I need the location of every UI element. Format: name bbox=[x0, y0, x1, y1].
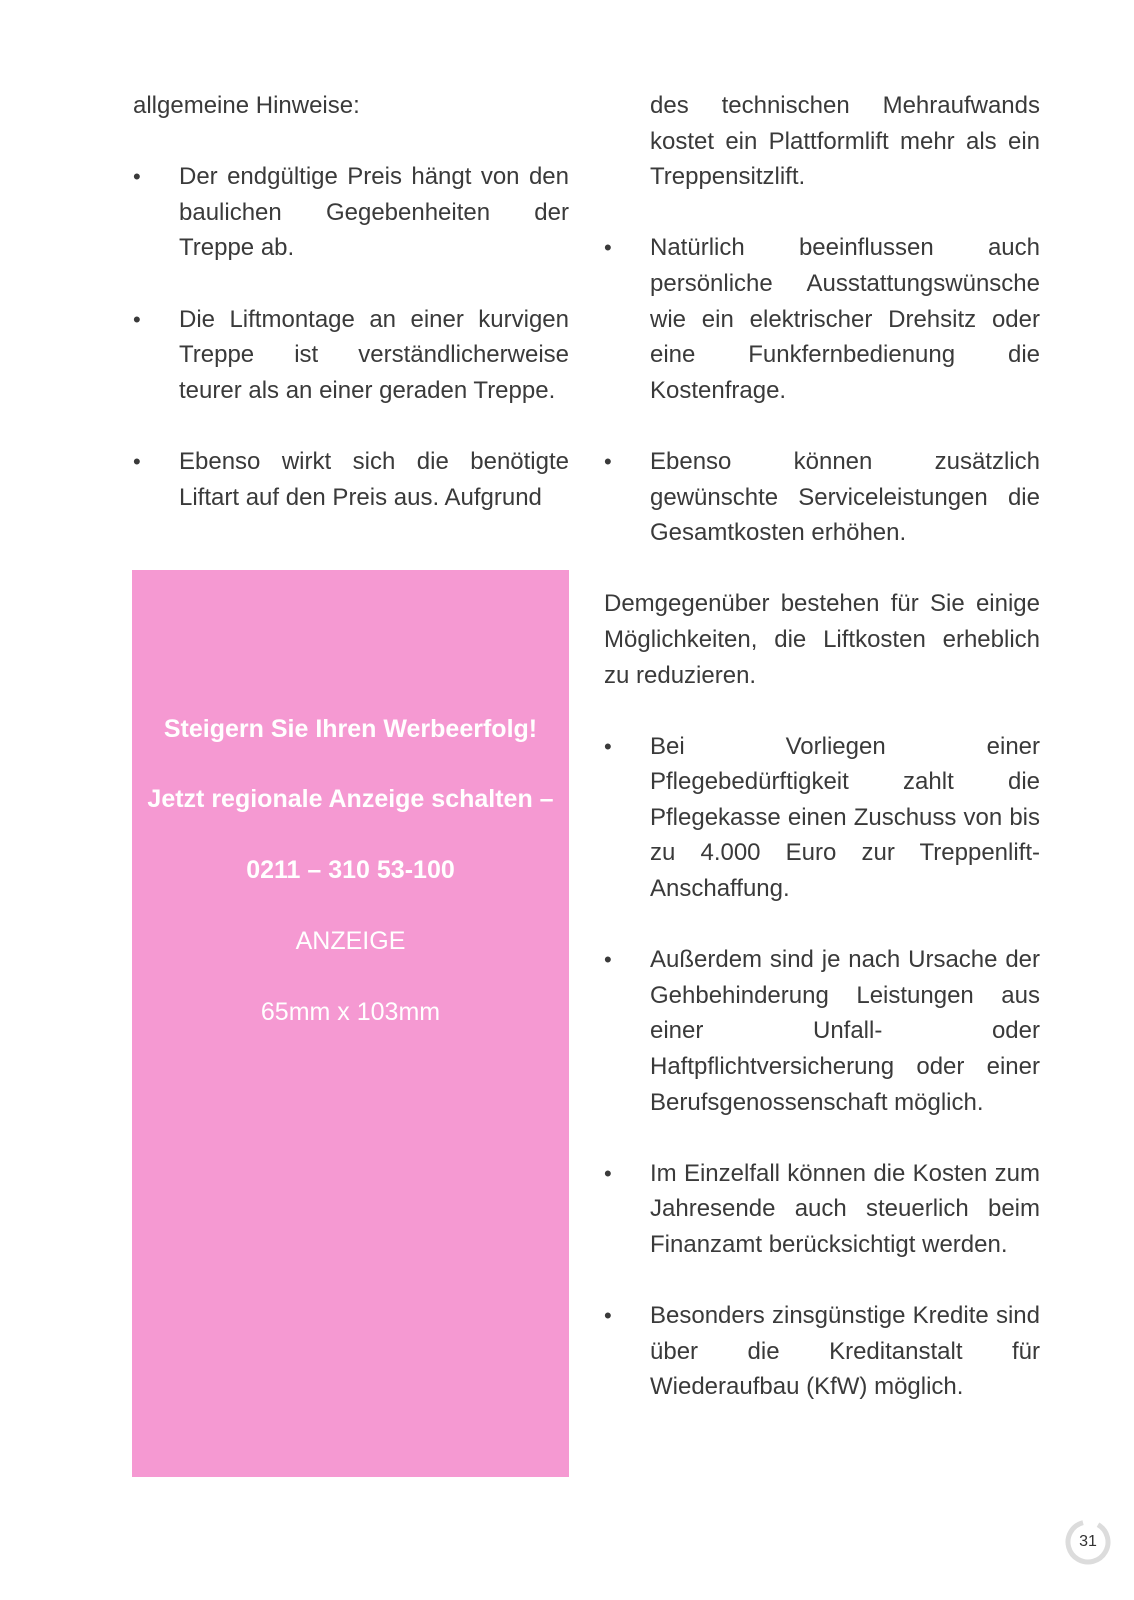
right-bullet-list-a bbox=[604, 230, 1040, 550]
bullet-icon: • bbox=[604, 947, 612, 973]
left-bullet-list bbox=[133, 159, 569, 515]
bullet-text: Außerdem sind je nach Ursache der Gehbehinderung Leistungen aus einer Unfall- oder Haftpflichtversicherung oder einer Berufsgenossenschaft möglich. bbox=[650, 946, 1040, 1116]
ad-headline: Steigern Sie Ihren Werbeerfolg! bbox=[163, 715, 538, 743]
bullet-icon: • bbox=[604, 448, 612, 474]
ad-label: ANZEIGE bbox=[295, 927, 406, 955]
list-item bbox=[604, 1298, 1040, 1405]
bullet-text: Im Einzelfall können die Kosten zum Jahresende auch steuerlich beim Finanzamt berücksichtigt werden. bbox=[650, 1159, 1040, 1258]
bullet-text: Die Liftmontage an einer kurvigen Treppe ist verständlicherweise teurer als an einer geraden Treppe. bbox=[179, 305, 569, 404]
middle-paragraph: Demgegenüber bestehen für Sie einige Möglichkeiten, die Liftkosten erheblich zu reduzieren. bbox=[604, 590, 1040, 689]
list-item bbox=[604, 1156, 1040, 1263]
page-number: 31 bbox=[1079, 1533, 1097, 1550]
bullet-text: Der endgültige Preis hängt von den baulichen Gegebenheiten der Treppe ab. bbox=[179, 163, 569, 262]
list-item bbox=[604, 729, 1040, 907]
bullet-icon: • bbox=[604, 235, 612, 261]
list-item bbox=[133, 444, 569, 515]
bullet-icon: • bbox=[604, 733, 612, 759]
bullet-text: Ebenso wirkt sich die benötigte Liftart auf den Preis aus. Aufgrund bbox=[179, 447, 569, 511]
bullet-icon: • bbox=[133, 164, 141, 190]
bullet-icon: • bbox=[133, 448, 141, 474]
bullet-text: Natürlich beeinflussen auch persönliche Ausstattungswünsche wie ein elektrischer Drehsitz oder eine Funkfernbedienung die Kostenfrage. bbox=[650, 234, 1040, 404]
bullet-icon: • bbox=[133, 306, 141, 332]
bullet-text: Bei Vorliegen einer Pflegebedürftigkeit zahlt die Pflegekasse einen Zuschuss von bis zu 4.000 Euro zur Treppenlift-Anschaffung. bbox=[650, 732, 1040, 903]
intro-text: allgemeine Hinweise: bbox=[133, 92, 360, 119]
list-item bbox=[604, 230, 1040, 408]
bullet-text: Besonders zinsgünstige Kredite sind über die Kreditanstalt für Wiederaufbau (KfW) möglich. bbox=[650, 1302, 1040, 1401]
list-item bbox=[604, 444, 1040, 551]
right-column bbox=[604, 88, 1040, 1441]
bullet-text: Ebenso können zusätzlich gewünschte Serviceleistungen die Gesamtkosten erhöhen. bbox=[650, 447, 1040, 547]
list-item bbox=[604, 942, 1040, 1120]
list-item bbox=[133, 302, 569, 409]
ad-call-to-action: Jetzt regionale Anzeige schalten – bbox=[147, 785, 554, 813]
page-number-badge bbox=[1064, 1518, 1112, 1566]
bullet-icon: • bbox=[604, 1160, 612, 1186]
ad-phone: 0211 – 310 53-100 bbox=[246, 856, 455, 884]
list-item bbox=[133, 159, 569, 266]
advertisement-box bbox=[132, 570, 569, 1477]
right-bullet-list-b bbox=[604, 729, 1040, 1405]
continuation-text: des technischen Mehraufwands kostet ein Plattformlift mehr als ein Treppensitzlift. bbox=[650, 92, 1040, 191]
left-column bbox=[133, 88, 569, 551]
ad-size: 65mm x 103mm bbox=[260, 998, 441, 1026]
bullet-icon: • bbox=[604, 1303, 612, 1329]
